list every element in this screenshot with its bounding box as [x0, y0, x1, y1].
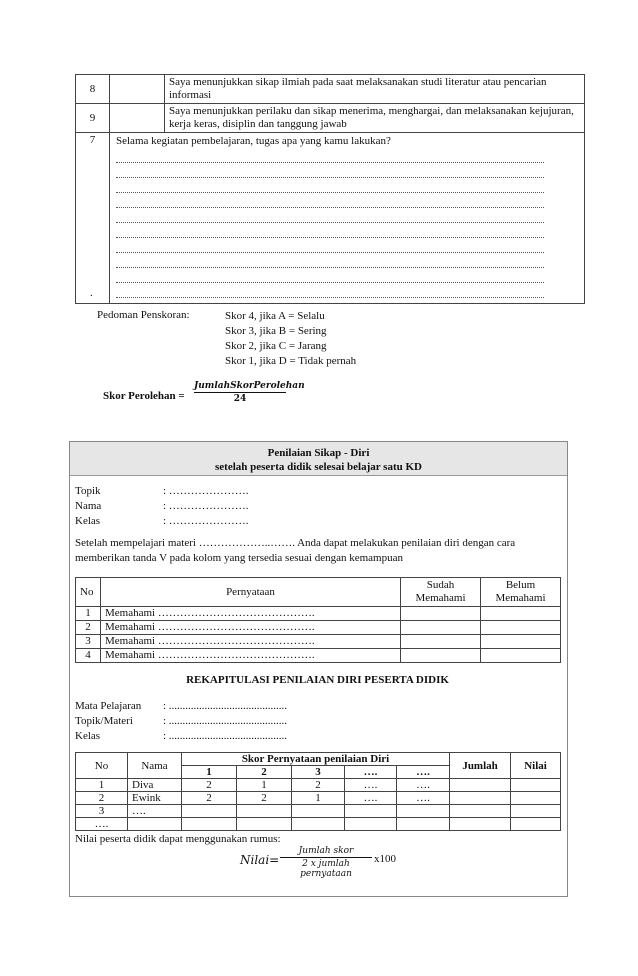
field-mata-pelajaran: Mata Pelajaran : ........................................... [75, 700, 288, 712]
table-header-row [76, 578, 561, 607]
scoring-item: Skor 4, jika A = Selalu [225, 310, 325, 322]
check-cell[interactable] [481, 649, 561, 663]
scoring-item: Skor 3, jika B = Sering [225, 325, 327, 337]
col-header-jumlah: Jumlah [450, 753, 511, 779]
row-number: 8 [76, 75, 110, 104]
table-row [76, 104, 585, 133]
check-cell[interactable] [481, 635, 561, 649]
row-dot: . [90, 287, 93, 299]
table-row: 2 Ewink 2 2 1 …. …. [76, 792, 561, 805]
fraction-bar [194, 392, 286, 393]
check-cell[interactable] [401, 607, 481, 621]
box-header [70, 442, 567, 476]
answer-line[interactable] [116, 149, 544, 163]
answer-line[interactable] [116, 164, 544, 178]
table-row: 2 Memahami ……………………………………. [76, 621, 561, 635]
col-header-belum: Belum Memahami [481, 578, 561, 607]
answer-line[interactable] [116, 269, 544, 283]
table-row [76, 75, 585, 104]
table-header-row [76, 753, 561, 766]
check-cell[interactable] [401, 621, 481, 635]
answer-line[interactable] [116, 284, 544, 298]
answer-line[interactable] [116, 239, 544, 253]
table-row: 4 Memahami ……………………………………. [76, 649, 561, 663]
identity-fields [75, 484, 249, 529]
fraction-denominator: 2 x jumlah pernyataan [300, 859, 352, 879]
table-subheader-row: 1 2 3 …. …. [76, 766, 561, 779]
statement-table [75, 74, 585, 304]
check-cell[interactable] [401, 649, 481, 663]
answer-line[interactable] [116, 179, 544, 193]
check-cell[interactable] [481, 621, 561, 635]
formula-label: Nilai peserta didik dapat menggunakan rumus: [75, 833, 281, 845]
formula-lhs: Nilai= [240, 853, 280, 867]
col-header-no: No [76, 578, 101, 607]
table-row: 1 Diva 2 1 2 …. …. [76, 779, 561, 792]
box-subtitle: setelah peserta didik selesai belajar satu KD [215, 461, 422, 473]
question-text: Selama kegiatan pembelajaran, tugas apa yang kamu lakukan? [116, 135, 391, 147]
scoring-guide-label: Pedoman Penskoran: [97, 309, 190, 321]
table-row-question-7 [76, 133, 585, 304]
table-row: 3 Memahami ……………………………………. [76, 635, 561, 649]
fraction-numerator: Jumlah skor [298, 846, 354, 856]
formula-fraction [280, 846, 372, 879]
answer-line[interactable] [116, 224, 544, 238]
field-nama: Nama : …………………. [75, 500, 249, 512]
col-header-no: No [76, 753, 128, 779]
row-number: 7 [89, 134, 96, 146]
skor-perolehan-label: Skor Perolehan = [103, 390, 185, 402]
scoring-guide-items [225, 309, 356, 369]
table-row: 1 Memahami ……………………………………. [76, 607, 561, 621]
fraction-numerator: JumlahSkorPerolehan [194, 381, 305, 391]
row-number: 9 [76, 104, 110, 133]
table-row: 3 …. [76, 805, 561, 818]
statement-text: Saya menunjukkan perilaku dan sikap menerima, menghargai, dan melaksanakan kejujuran, kerja keras, disiplin dan tanggung jawab [165, 104, 585, 133]
table-row: …. [76, 818, 561, 831]
self-assessment-table [75, 577, 561, 663]
statement-text: Saya menunjukkan sikap ilmiah pada saat melaksanakan studi literatur atau pencarian informasi [165, 75, 585, 104]
scoring-item: Skor 2, jika C = Jarang [225, 340, 327, 352]
col-header-skor: Skor Pernyataan penilaian Diri [182, 753, 450, 766]
answer-line[interactable] [116, 209, 544, 223]
recap-title: REKAPITULASI PENILAIAN DIRI PESERTA DIDIK [186, 674, 449, 686]
recap-fields [75, 699, 287, 744]
fraction-bar [280, 857, 372, 858]
skor-perolehan-fraction [194, 381, 305, 404]
check-cell[interactable] [481, 607, 561, 621]
col-header-pernyataan: Pernyataan [101, 578, 401, 607]
instructions-text: Setelah mempelajari materi ………………..……. Anda dapat melakukan penilaian diri dengan cara memberikan tanda V pada kolom yang tersedia sesuai dengan kemampuan [75, 537, 516, 564]
formula-multiplier: x100 [374, 853, 396, 865]
scoring-item: Skor 1, jika D = Tidak pernah [225, 355, 357, 367]
fraction-denominator: 24 [233, 394, 247, 404]
field-kelas: Kelas : …………………. [75, 515, 249, 527]
col-header-nilai: Nilai [511, 753, 561, 779]
box-title: Penilaian Sikap - Diri [267, 447, 370, 459]
answer-line[interactable] [116, 194, 544, 208]
answer-line[interactable] [116, 254, 544, 268]
col-header-sudah: Sudah Memahami [401, 578, 481, 607]
field-topik-materi: Topik/Materi : ........................................... [75, 715, 288, 727]
col-header-nama: Nama [128, 753, 182, 779]
field-topik: Topik : …………………. [75, 485, 249, 497]
recap-table [75, 752, 561, 831]
field-kelas: Kelas : ........................................... [75, 730, 288, 742]
check-cell[interactable] [401, 635, 481, 649]
